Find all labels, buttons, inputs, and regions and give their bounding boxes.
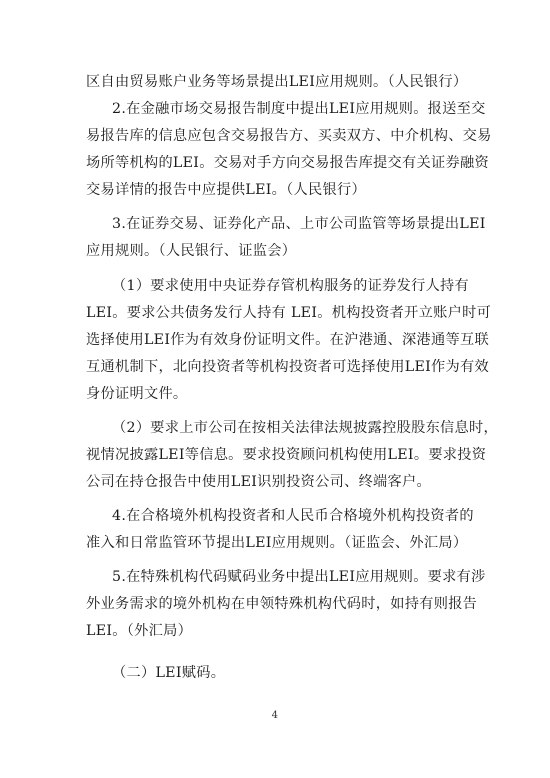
text-line: 应用规则。（人民银行、证监会） xyxy=(86,243,297,259)
text-line: 场所等机构的LEI。交易对手方向交易报告库提交有关证券融资 xyxy=(86,155,489,171)
text-line: 身份证明文件。 xyxy=(86,386,188,402)
section-heading: （二）LEI赋码。 xyxy=(112,665,226,681)
text-line: LEI。（外汇局） xyxy=(86,623,193,639)
text-line: （1）要求使用中央证券存管机构服务的证券发行人持有 xyxy=(112,278,470,294)
text-line: 2.在金融市场交易报告制度中提出LEI应用规则。报送至交 xyxy=(112,101,486,117)
text-line: 易报告库的信息应包含交易报告方、买卖双方、中介机构、交易 xyxy=(86,128,492,144)
text-line: 4.在合格境外机构投资者和人民币合格境外机构投资者的 xyxy=(112,508,474,524)
text-line: 选择使用LEI作为有效身份证明文件。在沪港通、深港通等互联 xyxy=(86,332,489,348)
text-line: 交易详情的报告中应提供LEI。（人民银行） xyxy=(86,182,366,198)
page-number: 4 xyxy=(271,710,279,721)
text-line: 5.在特殊机构代码赋码业务中提出LEI应用规则。要求有涉 xyxy=(112,569,486,585)
text-line: 互通机制下，北向投资者等机构投资者可选择使用LEI作为有效 xyxy=(86,359,489,375)
text-line: （2）要求上市公司在按相关法律法规披露控股股东信息时， xyxy=(112,420,499,436)
text-line: 外业务需求的境外机构在申领特殊机构代码时，如持有则报告 xyxy=(86,596,478,612)
text-line: 公司在持仓报告中使用LEI识别投资公司、终端客户。 xyxy=(86,474,432,490)
text-line: LEI。要求公共债务发行人持有 LEI。机构投资者开立账户时可 xyxy=(86,305,492,321)
text-line: 3.在证券交易、证券化产品、上市公司监管等场景提出LEI xyxy=(112,216,486,232)
text-line: 视情况披露LEI等信息。要求投资顾问机构使用LEI。要求投资 xyxy=(86,447,487,463)
text-line: 区自由贸易账户业务等场景提出LEI应用规则。（人民银行） xyxy=(86,74,468,90)
text-line: 准入和日常监管环节提出LEI应用规则。（证监会、外汇局） xyxy=(86,535,468,551)
